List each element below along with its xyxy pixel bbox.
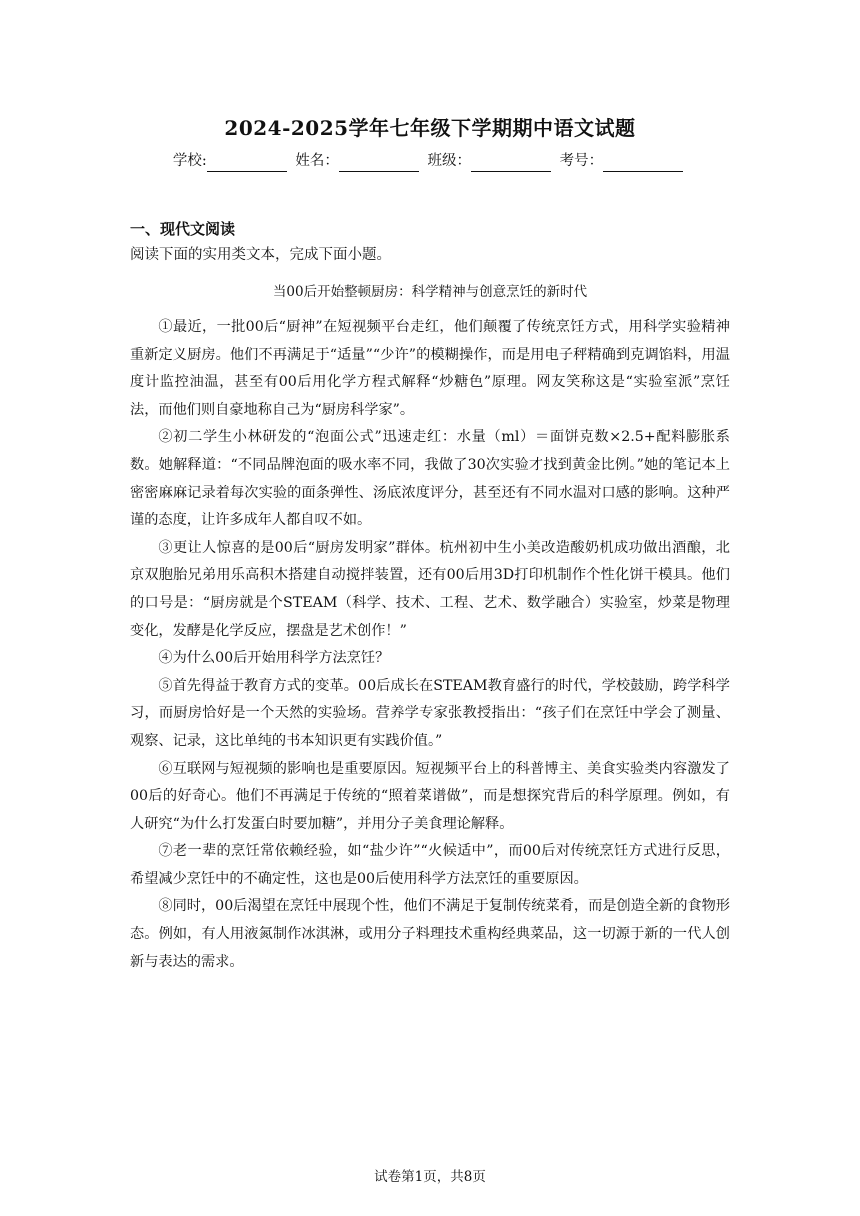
exam-number-blank[interactable] <box>603 155 683 172</box>
school-label: 学校: <box>172 153 207 169</box>
class-label: 班级： <box>427 153 471 169</box>
paragraph-5: ⑤首先得益于教育方式的变革。00后成长在STEAM教育盛行的时代，学校鼓励，跨学科学习，而厨房恰好是一个天然的实验场。营养学专家张教授指出：“孩子们在烹饪中学会了测量、观察、记录，这比单纯的书本知识更有实践价值。” <box>130 677 730 749</box>
paragraph-1: ①最近，一批00后“厨神”在短视频平台走红，他们颠覆了传统烹饪方式，用科学实验精神重新定义厨房。他们不再满足于“适量”“少许”的模糊操作，而是用电子秤精确到克调馅料，用温度计监控油温，甚至有00后用化学方程式解释“炒糖色”原理。网友笑称这是“实验室派”烹饪法，而他们则自豪地称自己为“厨房科学家”。 <box>130 319 730 418</box>
name-label: 姓名： <box>295 153 339 169</box>
paragraph-2: ②初二学生小林研发的“泡面公式”迅速走红：水量（ml）＝面饼克数×2.5+配料膨胀系数。她解释道：“不同品牌泡面的吸水率不同，我做了30次实验才找到黄金比例。”她的笔记本上密密麻麻记录着每次实验的面条弹性、汤底浓度评分，甚至还有不同水温对口感的影响。这种严谨的态度，让许多成年人都自叹不如。 <box>130 429 730 529</box>
student-info-line <box>0 150 860 172</box>
section-instruction: 阅读下面的实用类文本，完成下面小题。 <box>130 247 391 263</box>
paragraph-8: ⑧同时，00后渴望在烹饪中展现个性，他们不满足于复制传统菜肴，而是创造全新的食物形态。例如，有人用液氮制作冰淇淋，或用分子料理技术重构经典菜品，这一切源于新的一代人创新与表达的需求。 <box>130 898 730 970</box>
school-blank[interactable] <box>207 155 287 172</box>
paragraph-3: ③更让人惊喜的是00后“厨房发明家”群体。杭州初中生小美改造酸奶机成功做出酒酿，北京双胞胎兄弟用乐高积木搭建自动搅拌装置，还有00后用3D打印机制作个性化饼干模具。他们的口号是：“厨房就是个STEAM（科学、技术、工程、艺术、数学融合）实验室，炒菜是物理变化，发酵是化学反应，摆盘是艺术创作！” <box>130 539 730 639</box>
paragraph-7: ⑦老一辈的烹饪常依赖经验，如“盐少许”“火候适中”，而00后对传统烹饪方式进行反思，希望减少烹饪中的不确定性，这也是00后使用科学方法烹饪的重要原因。 <box>130 843 730 887</box>
name-blank[interactable] <box>339 155 419 172</box>
article-body <box>130 314 730 976</box>
paragraph-6: ⑥互联网与短视频的影响也是重要原因。短视频平台上的科普博主、美食实验类内容激发了00后的好奇心。他们不再满足于传统的“照着菜谱做”，而是想探究背后的科学原理。例如，有人研究“为什么打发蛋白时要加糖”，并用分子美食理论解释。 <box>130 760 730 832</box>
section-heading: 一、现代文阅读 <box>130 220 236 238</box>
paragraph-4: ④为什么00后开始用科学方法烹饪？ <box>158 650 390 667</box>
class-blank[interactable] <box>471 155 551 172</box>
exam-number-label: 考号： <box>559 153 604 169</box>
article-title: 当00后开始整顿厨房：科学精神与创意烹饪的新时代 <box>272 284 588 300</box>
page-footer: 试卷第1页，共8页 <box>374 1169 486 1185</box>
page-title: 2024-2025学年七年级下学期期中语文试题 <box>224 116 636 140</box>
